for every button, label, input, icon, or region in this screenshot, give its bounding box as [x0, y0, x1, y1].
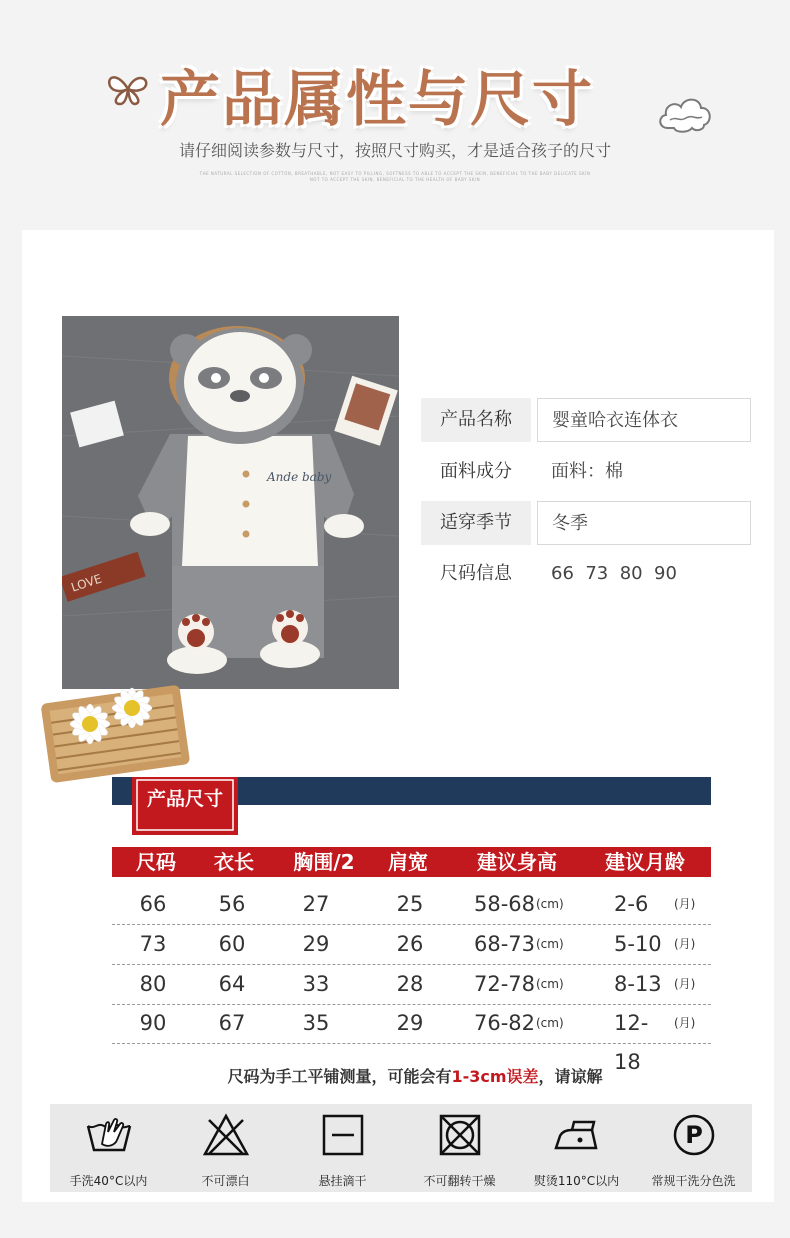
drip-dry-icon [318, 1110, 368, 1160]
info-value: 婴童哈衣连体衣 [537, 398, 751, 442]
info-key: 适穿季节 [421, 501, 531, 545]
unit-cm: (cm) [536, 937, 564, 951]
cell-size: 90 [139, 1011, 167, 1035]
care-label: 常规干洗分色洗 [651, 1174, 736, 1188]
info-value: 66 73 80 90 [551, 563, 677, 584]
care-item [50, 1104, 167, 1192]
care-label: 悬挂滴干 [318, 1174, 367, 1188]
unit-month: (月) [674, 937, 696, 951]
measurement-note [0, 1064, 790, 1087]
cell-length: 67 [218, 1011, 246, 1035]
cell-age: 2-6 [614, 892, 649, 916]
care-instructions [50, 1104, 752, 1192]
cell-shoulder: 29 [396, 1011, 424, 1035]
cell-chest: 29 [302, 932, 330, 956]
note-text: 尺码为手工平铺测量，可能会有 [227, 1067, 452, 1086]
info-row-season [421, 501, 751, 545]
size-table-header [112, 847, 711, 877]
butterfly-icon [104, 70, 152, 108]
hand-wash-icon [84, 1110, 134, 1160]
unit-cm: (cm) [536, 897, 564, 911]
no-bleach-icon [201, 1110, 251, 1160]
cell-length: 64 [218, 972, 246, 996]
info-key: 产品名称 [421, 398, 531, 442]
cell-chest: 27 [302, 892, 330, 916]
info-row-name [421, 398, 751, 442]
flower-basket-image [38, 664, 190, 784]
cloud-icon [656, 92, 714, 134]
care-label: 手洗40°C以内 [69, 1174, 148, 1188]
page-title: 产品属性与尺寸 [160, 65, 594, 135]
info-row-fabric [421, 450, 751, 494]
cell-length: 60 [218, 932, 246, 956]
unit-cm: (cm) [536, 1016, 564, 1030]
cell-shoulder: 28 [396, 972, 424, 996]
care-label: 不可漂白 [201, 1174, 250, 1188]
header-height: 建议身高 [477, 850, 557, 874]
unit-month: (月) [674, 1016, 696, 1030]
cell-size: 66 [139, 892, 167, 916]
unit-month: (月) [674, 977, 696, 991]
love-sign-text: LOVE [69, 571, 104, 595]
care-item [518, 1104, 635, 1192]
care-item [401, 1104, 518, 1192]
note-highlight: 1-3cm误差 [451, 1067, 539, 1086]
cell-age: 12-18 [614, 1011, 649, 1074]
table-row [112, 925, 711, 965]
cell-chest: 35 [302, 1011, 330, 1035]
header-size: 尺码 [136, 850, 176, 874]
no-tumble-dry-icon [435, 1110, 485, 1160]
cell-chest: 33 [302, 972, 330, 996]
cell-size: 80 [139, 972, 167, 996]
cell-height: 76-82 [474, 1011, 536, 1035]
info-value: 冬季 [537, 501, 751, 545]
unit-month: (月) [674, 897, 696, 911]
table-row [112, 965, 711, 1005]
page-subtitle: 请仔细阅读参数与尺寸，按照尺寸购买，才是适合孩子的尺寸 [178, 141, 611, 160]
header-chest: 胸围/2 [293, 850, 355, 874]
care-item [635, 1104, 752, 1192]
cell-height: 68-73 [474, 932, 536, 956]
table-row [112, 885, 711, 925]
info-row-sizes [421, 552, 751, 596]
info-key: 尺码信息 [440, 563, 512, 584]
cell-length: 56 [218, 892, 246, 916]
product-photo [62, 316, 399, 689]
embroidery-text: Ande baby [267, 470, 332, 484]
info-value: 面料：棉 [551, 461, 623, 482]
svg-text:P: P [685, 1121, 703, 1149]
care-item [167, 1104, 284, 1192]
cell-age: 8-13 [614, 972, 662, 996]
size-tag-label: 产品尺寸 [146, 788, 223, 810]
tagline-line1: THE NATURAL SELECTION OF COTTON, BREATHABLE, NOT EASY TO PILLING, SOFTNESS TO ABLE TO ACCEPT THE SKIN, BENEFICIAL TO THE BABY DELICATE SKIN [199, 171, 591, 176]
care-label: 不可翻转干燥 [423, 1174, 496, 1188]
note-text-end: ，请谅解 [538, 1067, 603, 1086]
header-length: 衣长 [214, 850, 254, 874]
care-item [284, 1104, 401, 1192]
info-key: 面料成分 [440, 461, 512, 482]
tagline-line2: NOT TO ACCEPT THE SKIN, BENEFICIAL TO THE HEALTH OF BABY SKIN [309, 177, 481, 182]
care-label: 熨烫110°C以内 [533, 1174, 620, 1188]
cell-shoulder: 26 [396, 932, 424, 956]
iron-icon [552, 1110, 602, 1160]
dry-clean-p-icon [669, 1110, 719, 1160]
cell-height: 58-68 [474, 892, 536, 916]
cell-size: 73 [139, 932, 167, 956]
header-age: 建议月龄 [605, 850, 685, 874]
table-row [112, 1004, 711, 1074]
header-shoulder: 肩宽 [388, 850, 428, 874]
cell-age: 5-10 [614, 932, 662, 956]
unit-cm: (cm) [536, 977, 564, 991]
cell-height: 72-78 [474, 972, 536, 996]
cell-shoulder: 25 [396, 892, 424, 916]
